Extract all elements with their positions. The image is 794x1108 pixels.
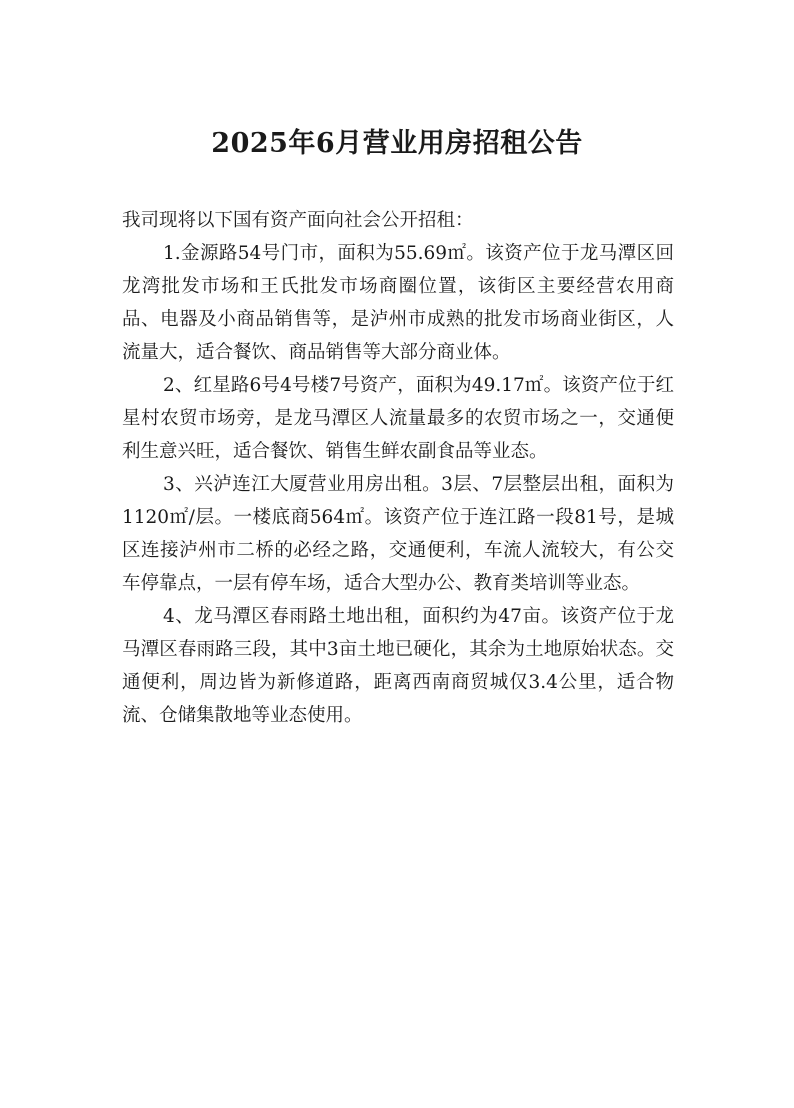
- intro-paragraph: 我司现将以下国有资产面向社会公开招租：: [122, 210, 474, 231]
- listing-paragraph-2: 2、红星路6号4号楼7号资产，面积为49.17㎡。该资产位于红星村农贸市场旁，是龙马潭区人流量最多的农贸市场之一，交通便利生意兴旺，适合餐饮、销售生鲜农副食品等业态。: [122, 375, 674, 462]
- listing-paragraph-1: 1.金源路54号门市，面积为55.69㎡。该资产位于龙马潭区回龙湾批发市场和王氏批发市场商圈位置，该街区主要经营农用商品、电器及小商品销售等，是泸州市成熟的批发市场商业街区，人流量大，适合餐饮、商品销售等大部分商业体。: [122, 243, 674, 363]
- document-title: 2025年6月营业用房招租公告: [211, 128, 583, 159]
- document-body: [122, 204, 674, 732]
- listing-paragraph-3: 3、兴泸连江大厦营业用房出租。3层、7层整层出租，面积为1120㎡/层。一楼底商564㎡。该资产位于连江路一段81号，是城区连接泸州市二桥的必经之路，交通便利，车流人流较大，有公交车停靠点，一层有停车场，适合大型办公、教育类培训等业态。: [122, 474, 674, 594]
- listing-paragraph-4: 4、龙马潭区春雨路土地出租，面积约为47亩。该资产位于龙马潭区春雨路三段，其中3亩土地已硬化，其余为土地原始状态。交通便利，周边皆为新修道路，距离西南商贸城仅3.4公里，适合物流、仓储集散地等业态使用。: [122, 606, 674, 726]
